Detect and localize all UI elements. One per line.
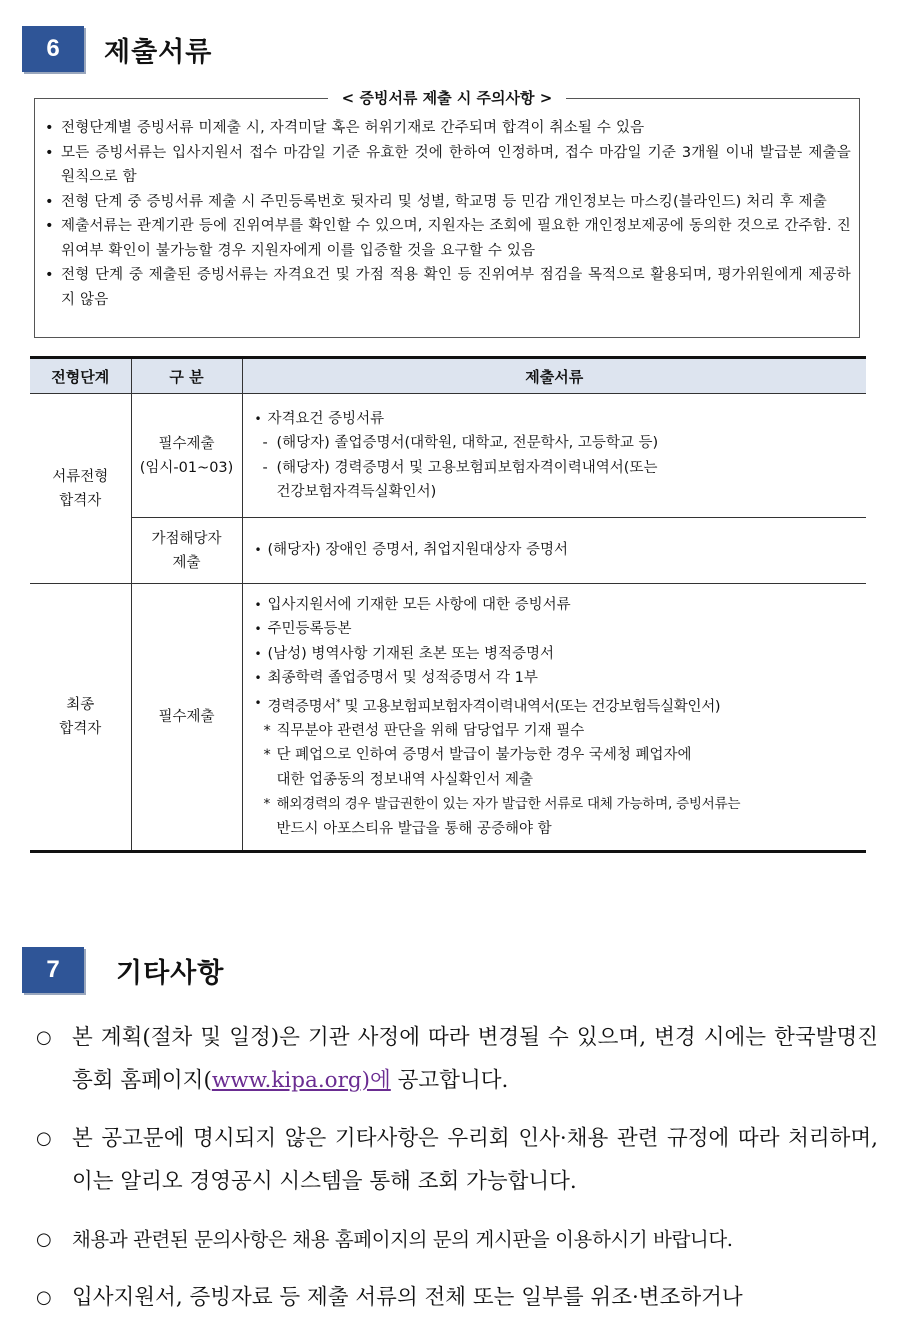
notice-item: • 전형단계별 증빙서류 미제출 시, 자격미달 혹은 허위기재로 간주되며 합격이 취소될 수 있음 [45, 116, 851, 141]
list-item: ○ 본 공고문에 명시되지 않은 기타사항은 우리회 인사·채용 관련 규정에 따라 처리하며, 이는 알리오 경영공시 시스템을 통해 조회 가능합니다. [36, 1117, 878, 1203]
kipa-link[interactable]: www.kipa.org)에 [211, 1068, 391, 1093]
notice-title: < 증빙서류 제출 시 주의사항 > [35, 87, 859, 108]
table-row [30, 394, 866, 518]
category-cell: 필수제출 [131, 584, 242, 852]
category-cell: 필수제출 (임시-01~03) [131, 394, 242, 518]
notice-item: • 제출서류는 관계기관 등에 진위여부를 확인할 수 있으며, 지원자는 조회에 필요한 개인정보제공에 동의한 것으로 간주함. 진위여부 확인이 불가능할 경우 지원자에게 이를 입증할 것을 요구할 수 있음 [45, 214, 851, 263]
header-category: 구 분 [131, 358, 242, 394]
documents-table [30, 356, 866, 853]
list-item: ○ 본 계획(절차 및 일정)은 기관 사정에 따라 변경될 수 있으며, 변경 시에는 한국발명진흥회 홈페이지(www.kipa.org)에 공고합니다. [36, 1016, 878, 1102]
list-item: ○ 채용과 관련된 문의사항은 채용 홈페이지의 문의 게시판을 이용하시기 바랍니다. [36, 1218, 878, 1261]
section-6-heading [22, 26, 212, 72]
section-number-badge: 7 [22, 947, 84, 993]
etc-list [36, 1016, 878, 1334]
notice-item: • 전형 단계 중 제출된 증빙서류는 자격요건 및 가점 적용 확인 등 진위여부 점검을 목적으로 활용되며, 평가위원에게 제공하지 않음 [45, 263, 851, 312]
section-title: 제출서류 [104, 36, 213, 68]
table-row [30, 518, 866, 584]
stage-cell: 최종 합격자 [30, 584, 131, 852]
table-row [30, 584, 866, 852]
notice-item: • 전형 단계 중 증빙서류 제출 시 주민등록번호 뒷자리 및 성별, 학교명 등 민감 개인정보는 마스킹(블라인드) 처리 후 제출 [45, 190, 851, 215]
header-stage: 전형단계 [30, 358, 131, 394]
category-cell: 가점해당자 제출 [131, 518, 242, 584]
section-number-badge: 6 [22, 26, 84, 72]
list-item: ○ 입사지원서, 증빙자료 등 제출 서류의 전체 또는 일부를 위조·변조하거나 [36, 1276, 878, 1319]
section-7-heading [22, 947, 224, 993]
header-documents: 제출서류 [242, 358, 866, 394]
documents-cell: • 자격요건 증빙서류 - (해당자) 졸업증명서(대학원, 대학교, 전문학사, 고등학교 등) - (해당자) 경력증명서 및 고용보험피보험자격이력내역서(또는 건강보험자격득실확인서) [242, 394, 866, 518]
stage-cell: 서류전형 합격자 [30, 394, 131, 584]
section-title: 기타사항 [116, 957, 225, 989]
notice-list [35, 99, 859, 312]
documents-cell: • 입사지원서에 기재한 모든 사항에 대한 증빙서류 • 주민등록등본 • (남성) 병역사항 기재된 초본 또는 병적증명서 • 최종학력 졸업증명서 및 성적증명서 각 1부 • 경력증명서* 및 고용보험피보험자격이력내역서(또는 건강보험득실확인서) * 직무분야 관련성 판단을 위해 담당업무 기재 필수 * 단 폐업으로 인하여 증명서 발급이 불가능한 경우 국세청 폐업자에 대한 업종동의 정보내역 사실확인서 제출 * 해외경력의 경우 발급권한이 있는 자가 발급한 서류로 대체 가능하며, 증빙서류는 반드시 아포스티유 발급을 통해 공증해야 함 [242, 584, 866, 852]
table-header-row [30, 358, 866, 394]
notice-box [34, 89, 860, 338]
notice-item: • 모든 증빙서류는 입사지원서 접수 마감일 기준 유효한 것에 한하여 인정하며, 접수 마감일 기준 3개월 이내 발급분 제출을 원칙으로 함 [45, 141, 851, 190]
documents-cell: • (해당자) 장애인 증명서, 취업지원대상자 증명서 [242, 518, 866, 584]
